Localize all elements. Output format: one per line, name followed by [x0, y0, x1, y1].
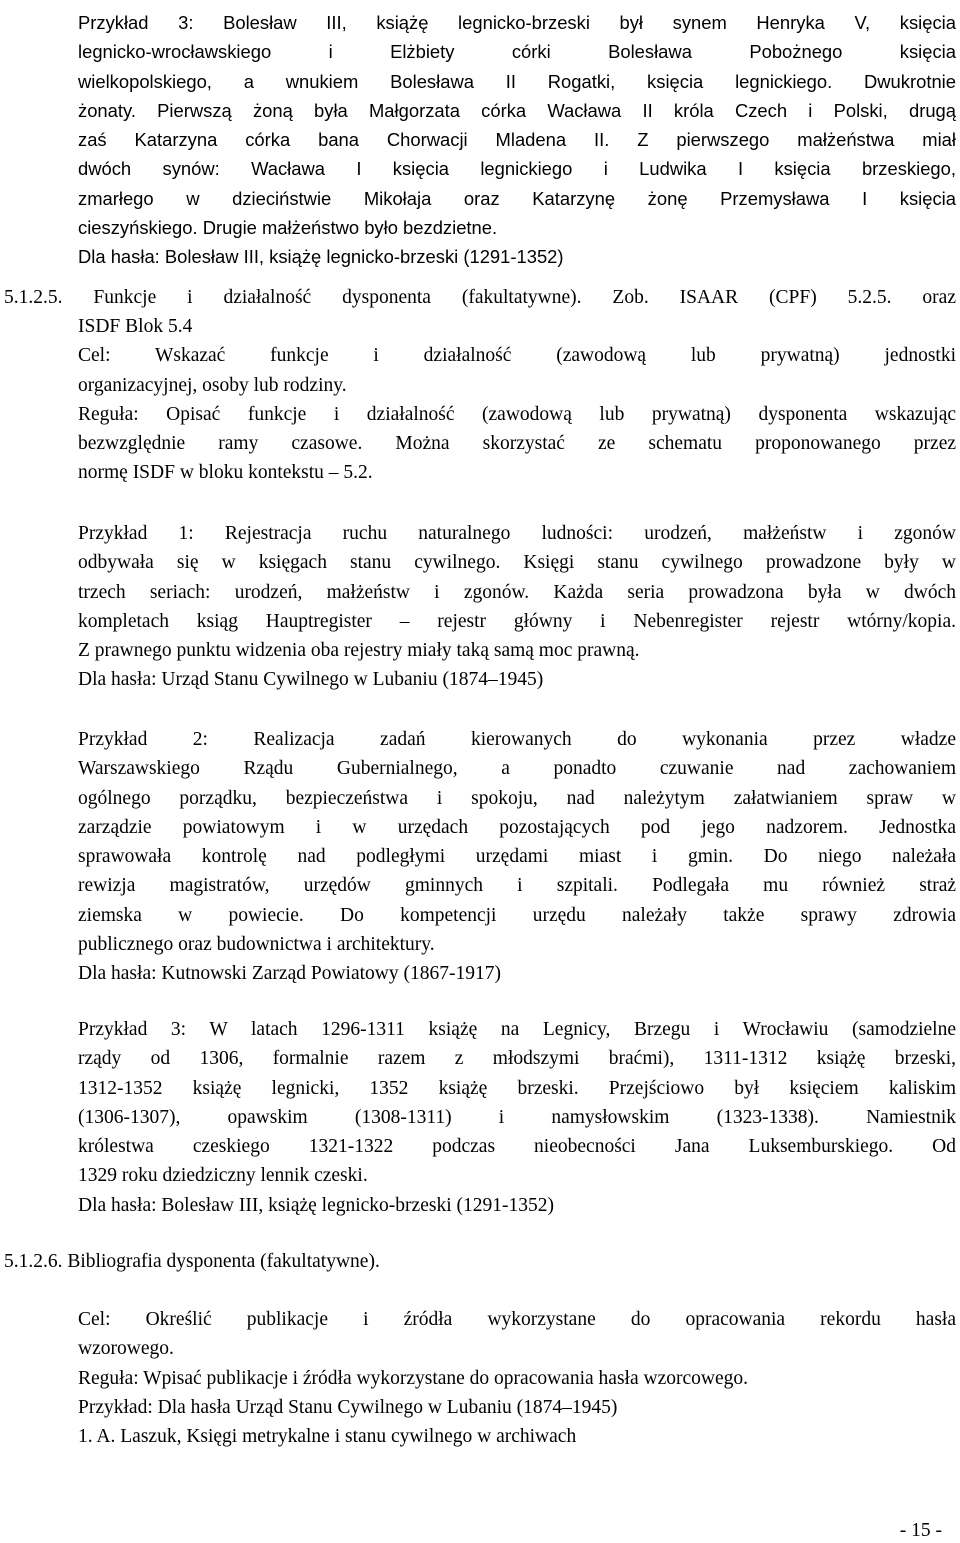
text-line: bezwzględnie ramy czasowe. Można skorzystać ze schematu proponowanego przez	[78, 433, 956, 455]
page-number: - 15 -	[899, 1520, 942, 1541]
text-line: wzorowego.	[78, 1338, 174, 1360]
text-line: Przykład 3: W latach 1296-1311 książę na Legnicy, Brzegu i Wrocławiu (samodzielne	[78, 1019, 956, 1040]
text-line: żonaty. Pierwszą żoną była Małgorzata córka Wacława II króla Czech i Polski, drugą	[78, 99, 956, 121]
text-line: normę ISDF w bloku kontekstu – 5.2.	[78, 462, 373, 484]
text-line: cieszyńskiego. Drugie małżeństwo było bezdzietne.	[78, 217, 498, 239]
section-heading-5-1-2-6	[4, 1247, 956, 1276]
section-5-1-2-6-body	[78, 1305, 956, 1451]
text-line: Przykład 2: Realizacja zadań kierowanych do wykonania przez władze	[78, 729, 956, 750]
text-line: wielkopolskiego, a wnukiem Bolesława II Rogatki, księcia legnickiego. Dwukrotnie	[78, 70, 956, 92]
example-1-paragraph	[78, 519, 956, 695]
text-line: publicznego oraz budownictwa i architektury.	[78, 934, 435, 956]
text-line: królestwa czeskiego 1321-1322 podczas nieobecności Jana Luksemburskiego. Od	[78, 1136, 956, 1158]
text-line: odbywała się w księgach stanu cywilnego. Księgi stanu cywilnego prowadzone były w	[78, 552, 956, 574]
text-line: Przykład: Dla hasła Urząd Stanu Cywilnego w Lubaniu (1874–1945)	[78, 1396, 618, 1418]
text-line: organizacyjnej, osoby lub rodziny.	[78, 374, 347, 396]
text-line: Dla hasła: Bolesław III, książę legnicko-brzeski (1291-1352)	[78, 1194, 554, 1216]
text-line: 5.1.2.6. Bibliografia dysponenta (fakultatywne).	[4, 1251, 380, 1272]
text-line: Reguła: Wpisać publikacje i źródła wykorzystane do opracowania hasła wzorcowego.	[78, 1367, 748, 1389]
text-line: zaś Katarzyna córka bana Chorwacji Mladena II. Z pierwszego małżeństwa miał	[78, 129, 956, 151]
text-line: ogólnego porządku, bezpieczeństwa i spokoju, nad należytym załatwianiem spraw w	[78, 787, 956, 809]
text-line: zarządzie powiatowym i w urzędach pozostających pod jego nadzorem. Jednostka	[78, 816, 956, 838]
text-line: legnicko-wrocławskiego i Elżbiety córki Bolesława Pobożnego księcia	[78, 41, 956, 63]
text-line: rewizja magistratów, urzędów gminnych i szpitali. Podlegała mu również straż	[78, 875, 956, 897]
text-line: Reguła: Opisać funkcje i działalność (zawodową lub prywatną) dysponenta wskazując	[78, 403, 956, 425]
text-line: kompletach ksiąg Hauptregister – rejestr główny i Nebenregister rejestr wtórny/kopia.	[78, 610, 956, 632]
text-line: Dla hasła: Kutnowski Zarząd Powiatowy (1867-1917)	[78, 963, 501, 985]
section-5-1-2-5-body	[78, 312, 956, 488]
text-line: Warszawskiego Rządu Gubernialnego, a ponadto czuwanie nad zachowaniem	[78, 758, 956, 780]
text-line: ziemska w powiecie. Do kompetencji urzędu należały także sprawy zdrowia	[78, 904, 956, 926]
text-line: dwóch synów: Wacława I księcia legnickiego i Ludwika I księcia brzeskiego,	[78, 158, 956, 180]
text-line: Przykład 3: Bolesław III, książę legnicko-brzeski był synem Henryka V, księcia	[78, 12, 956, 33]
text-line: Z prawnego punktu widzenia oba rejestry miały taką samą moc prawną.	[78, 640, 640, 662]
text-line: 1. A. Laszuk, Księgi metrykalne i stanu cywilnego w archiwach	[78, 1426, 577, 1448]
text-line: ISDF Blok 5.4	[78, 316, 193, 337]
text-line: (1306-1307), opawskim (1308-1311) i namysłowskim (1323-1338). Namiestnik	[78, 1106, 956, 1128]
text-line: Dla hasła: Urząd Stanu Cywilnego w Lubaniu (1874–1945)	[78, 669, 544, 691]
text-line: Cel: Wskazać funkcje i działalność (zawodową lub prywatną) jednostki	[78, 345, 956, 367]
section-heading-5-1-2-5	[4, 283, 956, 312]
example-3-paragraph	[78, 1015, 956, 1220]
example-paragraph-boleslaw	[78, 8, 956, 272]
text-line: Cel: Określić publikacje i źródła wykorzystane do opracowania rekordu hasła	[78, 1309, 956, 1330]
text-line: zmarłego w dzieciństwie Mikołaja oraz Katarzynę żonę Przemysława I księcia	[78, 187, 956, 209]
example-2-paragraph	[78, 725, 956, 989]
text-line: 5.1.2.5. Funkcje i działalność dysponenta (fakultatywne). Zob. ISAAR (CPF) 5.2.5. oraz	[4, 287, 956, 308]
text-line: rządy od 1306, formalnie razem z młodszymi braćmi), 1311-1312 książę brzeski,	[78, 1048, 956, 1070]
text-line: trzech seriach: urodzeń, małżeństw i zgonów. Każda seria prowadzona była w dwóch	[78, 581, 956, 603]
text-line: 1329 roku dziedziczny lennik czeski.	[78, 1165, 368, 1187]
text-line: sprawowała kontrolę nad podległymi urzędami miast i gmin. Do niego należała	[78, 846, 956, 868]
text-line: Dla hasła: Bolesław III, książę legnicko-brzeski (1291-1352)	[78, 246, 564, 268]
text-line: 1312-1352 książę legnicki, 1352 książę brzeski. Przejściowo był księciem kaliskim	[78, 1077, 956, 1099]
text-line: Przykład 1: Rejestracja ruchu naturalnego ludności: urodzeń, małżeństw i zgonów	[78, 523, 956, 544]
